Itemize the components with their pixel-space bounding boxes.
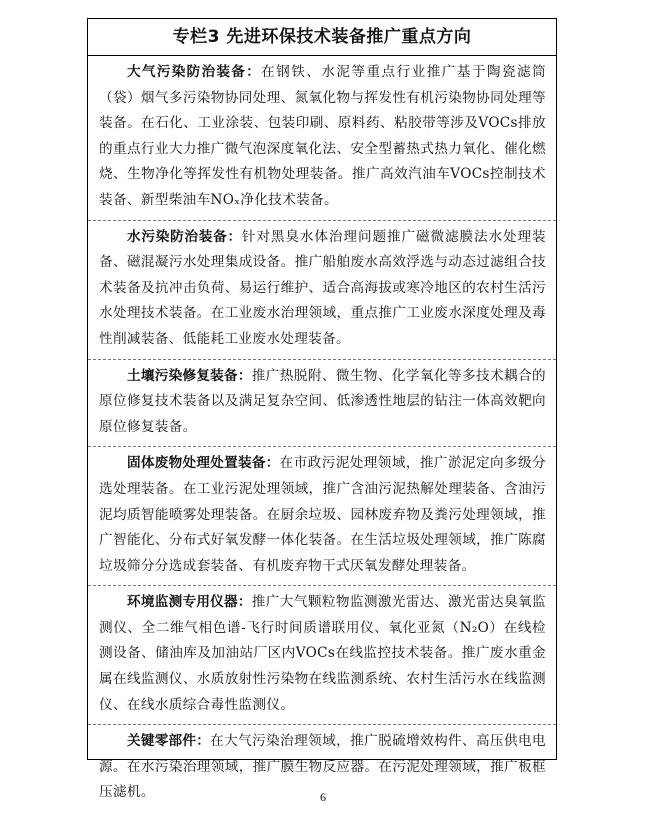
box-title: 专栏3 先进环保技术装备推广重点方向: [88, 19, 556, 56]
section-body: 针对黑臭水体治理问题推广磁微滤膜法水处理装备、磁混凝污水处理集成设备。推广船舶废水高效浮选与动态过滤组合技术装备及抗冲击负荷、易运行维护、适合高海拔或寒冷地区的农村生活污水处理技术装备。在工业废水治理领域，重点推广工业废水深度处理及毒性削减装备、低能耗工业废水处理装备。: [99, 228, 546, 347]
section-air-pollution: [88, 56, 556, 221]
section-heading: 固体废物处理处置装备：: [127, 455, 280, 472]
feature-box: [87, 18, 557, 801]
section-body: 推广大气颗粒物监测激光雷达、激光雷达臭氧监测仪、全二维气相色谱-飞行时间质谱联用仪、氧化亚氮（N₂O）在线检测设备、储油库及加油站厂区内VOCs在线监控技术装备。推广废水重金属在线监测仪、水质放射性污染物在线监测系统、农村生活污水在线监测仪、在线水质综合毒性监测仪。: [99, 594, 546, 713]
section-heading: 大气污染防治装备：: [127, 64, 262, 80]
section-solid-waste: [88, 447, 556, 586]
section-heading: 水污染防治装备：: [127, 228, 242, 245]
section-heading: 关键零部件：: [127, 733, 211, 750]
section-body: 推广热脱附、微生物、化学氧化等多技术耦合的原位修复技术装备以及满足复杂空间、低渗透性地层的钻注一体高效靶向原位修复装备。: [99, 367, 546, 435]
section-body: 在市政污泥处理领域，推广淤泥定向多级分选处理装备。在工业污泥处理领域，推广含油污泥热解处理装备、含油污泥均质智能喷雾处理装备。在厨余垃圾、园林废弃物及粪污处理领域，推广智能化、分布式好氧发酵一体化装备。在生活垃圾处理领域，推广陈腐垃圾筛分分选成套装备、有机废弃物干式厌氧发酵处理装备。: [99, 455, 546, 574]
paragraph: [99, 364, 546, 441]
paragraph: [99, 451, 546, 579]
section-body: 在钢铁、水泥等重点行业推广基于陶瓷滤筒（袋）烟气多污染物协同处理、氮氧化物与挥发性有机污染物协同处理等装备。在石化、工业涂装、包装印刷、原料药、粘胶带等涉及VOCs排放的重点行业大力推广微气泡深度氧化法、安全型蓄热式热力氧化、催化燃烧、生物净化等挥发性有机物处理装备。推广高效汽油车VOCs控制技术装备、新型柴油车NOₓ净化技术装备。: [99, 64, 546, 208]
section-heading: 环境监测专用仪器：: [127, 594, 252, 611]
paragraph: [99, 60, 546, 214]
page-number: 6: [320, 790, 326, 804]
section-heading: 土壤污染修复装备：: [127, 367, 252, 384]
section-soil-remediation: [88, 360, 556, 448]
paragraph: [99, 225, 546, 353]
paragraph: [99, 590, 546, 718]
section-body: 在大气污染治理领域，推广脱硫增效构件、高压供电电源。在水污染治理领域，推广膜生物反应器。在污泥处理领域，推广板框压滤机。: [99, 733, 546, 801]
section-environmental-monitoring: [88, 586, 556, 725]
section-water-pollution: [88, 221, 556, 360]
